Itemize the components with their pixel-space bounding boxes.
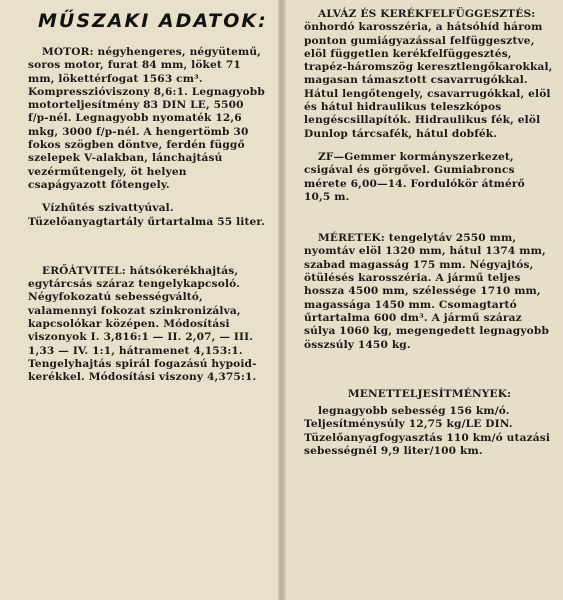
motor-section [28,46,268,192]
page-gutter [278,0,286,600]
transmission-heading: ERŐÁTVITEL: [42,264,126,277]
transmission-section [28,265,268,385]
dimensions-section [304,232,555,352]
left-column [0,0,278,600]
performance-heading: MENETTELJESÍTMÉNYEK: [347,387,512,400]
cooling-text: Vízhűtés szivattyúval. Tüzelőanyagtartály űrtartalma 55 liter. [28,202,265,228]
steering-text: ZF—Gemmer kormányszerkezet, csigával és görgővel. Gumiabroncs mérete 6,00—14. Fordulókör átmérő 10,5 m. [304,150,525,203]
chassis-section [304,8,555,141]
right-column [286,0,563,600]
dimensions-text: tengelytáv 2550 mm, nyomtáv elöl 1320 mm, hátul 1374 mm, szabad magasság 175 mm. Négyajtós, ötülésés karosszéria. A jármű teljes hossza 4500 mm, szélessége 1710 mm, magassága 1450 mm. Csomagtartó űrtartalma 600 dm³. A jármű száraz súlya 1060 kg, megengedett legnagyobb összsúly 1450 kg. [304,232,549,351]
motor-heading: MOTOR: [42,46,94,58]
transmission-text: hátsókerékhajtás, egytárcsás száraz tengelykapcsoló. Négyfokozatú sebességváltó, valamennyi fokozat szinkronizálva, kapcsolókar középen. Módosítási viszonyok I. 3,816:1 — II. 2,07, — III. 1,33 — IV. 1:1, hátramenet 4,153:1. Tengelyhajtás spirál fogazású hypoid-kerékkel. Módosítási viszony 4,375:1. [28,264,257,384]
dimensions-heading: MÉRETEK: [318,232,385,245]
page-title: MŰSZAKI ADATOK: [38,10,268,32]
chassis-text: önhordó karosszéria, a hátsóhíd három ponton gumiágyazással felfüggesztve, elöl független kerékfelfüggesztés, trapéz-háromszög keresztlengőkarokkal, magasan támasztott csavarrugókkal. Hátul lengőtengely, csavarrugókkal, elöl és hátul hidraulikus teleszkópos lengéscsillapítók. Hidraulikus fék, elöl Dunlop tárcsafék, hátul dobfék. [304,21,553,140]
performance-text: legnagyobb sebesség 156 km/ó. Teljesítménysúly 12,75 kg/LE DIN. Tüzelőanyagfogyasztás 110 km/ó utazási sebességnél 9,9 liter/100 km. [304,405,551,458]
motor-text: négyhengeres, négyütemű, soros motor, furat 84 mm, löket 71 mm, lökettérfogat 1563 cm³. Kompresszióviszony 8,6:1. Legnagyobb motorteljesítmény 83 DIN LE, 5500 f/p-nél. Legnagyobb nyomaték 12,6 mkg, 3000 f/p-nél. A hengertömb 30 fokos szögben döntve, ferdén függő szelepek V-alakban, lánchajtású vezérműtengely, öt helyen csapágyazott főtengely. [28,46,265,191]
chassis-heading: ALVÁZ ÉS KERÉKFELFÜGGESZTÉS: [318,8,536,20]
